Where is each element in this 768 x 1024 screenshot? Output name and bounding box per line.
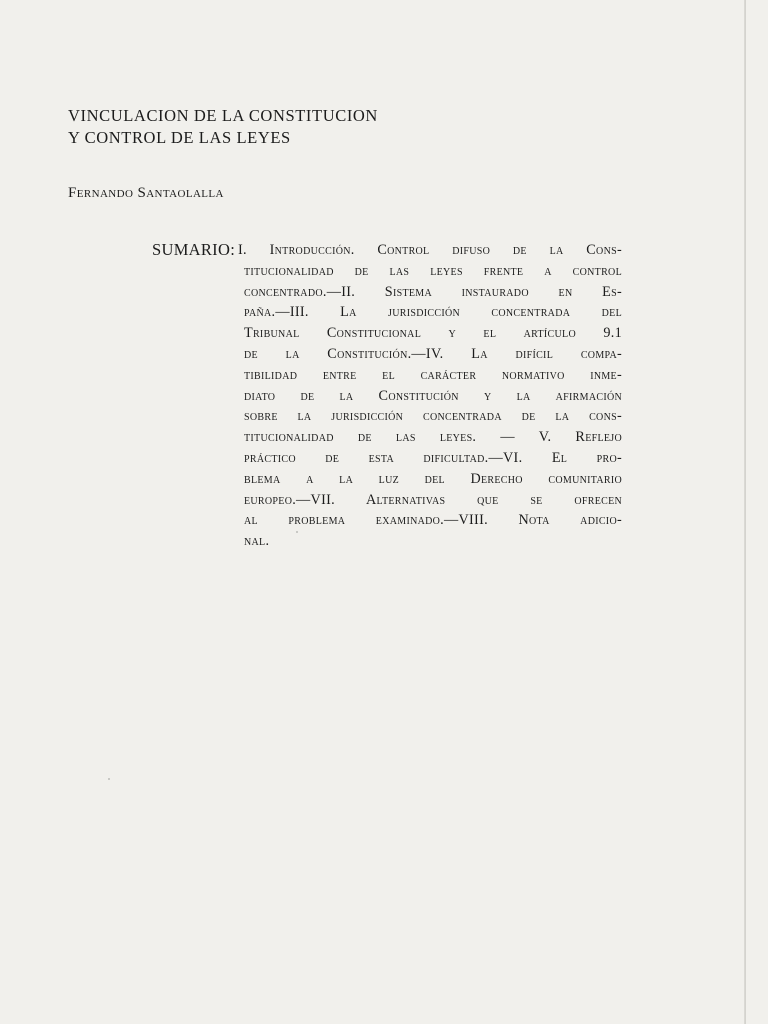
summary-line: titucionalidad de las leyes. — V. Reflejo: [244, 429, 622, 446]
article-title: [68, 105, 378, 149]
sumario-label: SUMARIO:: [152, 240, 236, 259]
title-line-1: VINCULACION DE LA CONSTITUCION: [68, 106, 378, 125]
summary-line: europeo.—VII. Alternativas que se ofrecen: [244, 491, 622, 508]
summary-line: tibilidad entre el carácter normativo inme-: [244, 366, 622, 383]
summary-line: al problema examinado.—VIII. Nota adicio-: [244, 512, 622, 529]
summary-line: sobre la jurisdicción concentrada de la cons-: [244, 408, 622, 425]
title-line-2: Y CONTROL DE LAS LEYES: [68, 128, 291, 147]
summary-line: blema a la luz del Derecho comunitario: [244, 470, 622, 487]
summary-line: de la Constitución.—IV. La difícil compa-: [244, 345, 622, 362]
summary-line: nal.: [244, 533, 270, 550]
article-author: Fernando Santaolalla: [68, 185, 224, 201]
summary-line: I. Introducción. Control difuso de la Cons-: [238, 242, 622, 258]
summary-line: paña.—III. La jurisdicción concentrada del: [244, 304, 622, 321]
paper-speck: [296, 531, 298, 533]
page-edge-shadow: [744, 0, 746, 1024]
summary-line: Tribunal Constitucional y el artículo 9.1: [244, 325, 622, 342]
summary-line: diato de la Constitución y la afirmación: [244, 387, 622, 404]
summary-line: concentrado.—II. Sistema instaurado en Es-: [244, 283, 622, 300]
summary-line: titucionalidad de las leyes frente a control: [244, 262, 622, 279]
paper-speck: [108, 778, 110, 780]
summary-block: [238, 240, 622, 552]
summary-line: práctico de esta dificultad.—VI. El pro-: [244, 449, 622, 466]
